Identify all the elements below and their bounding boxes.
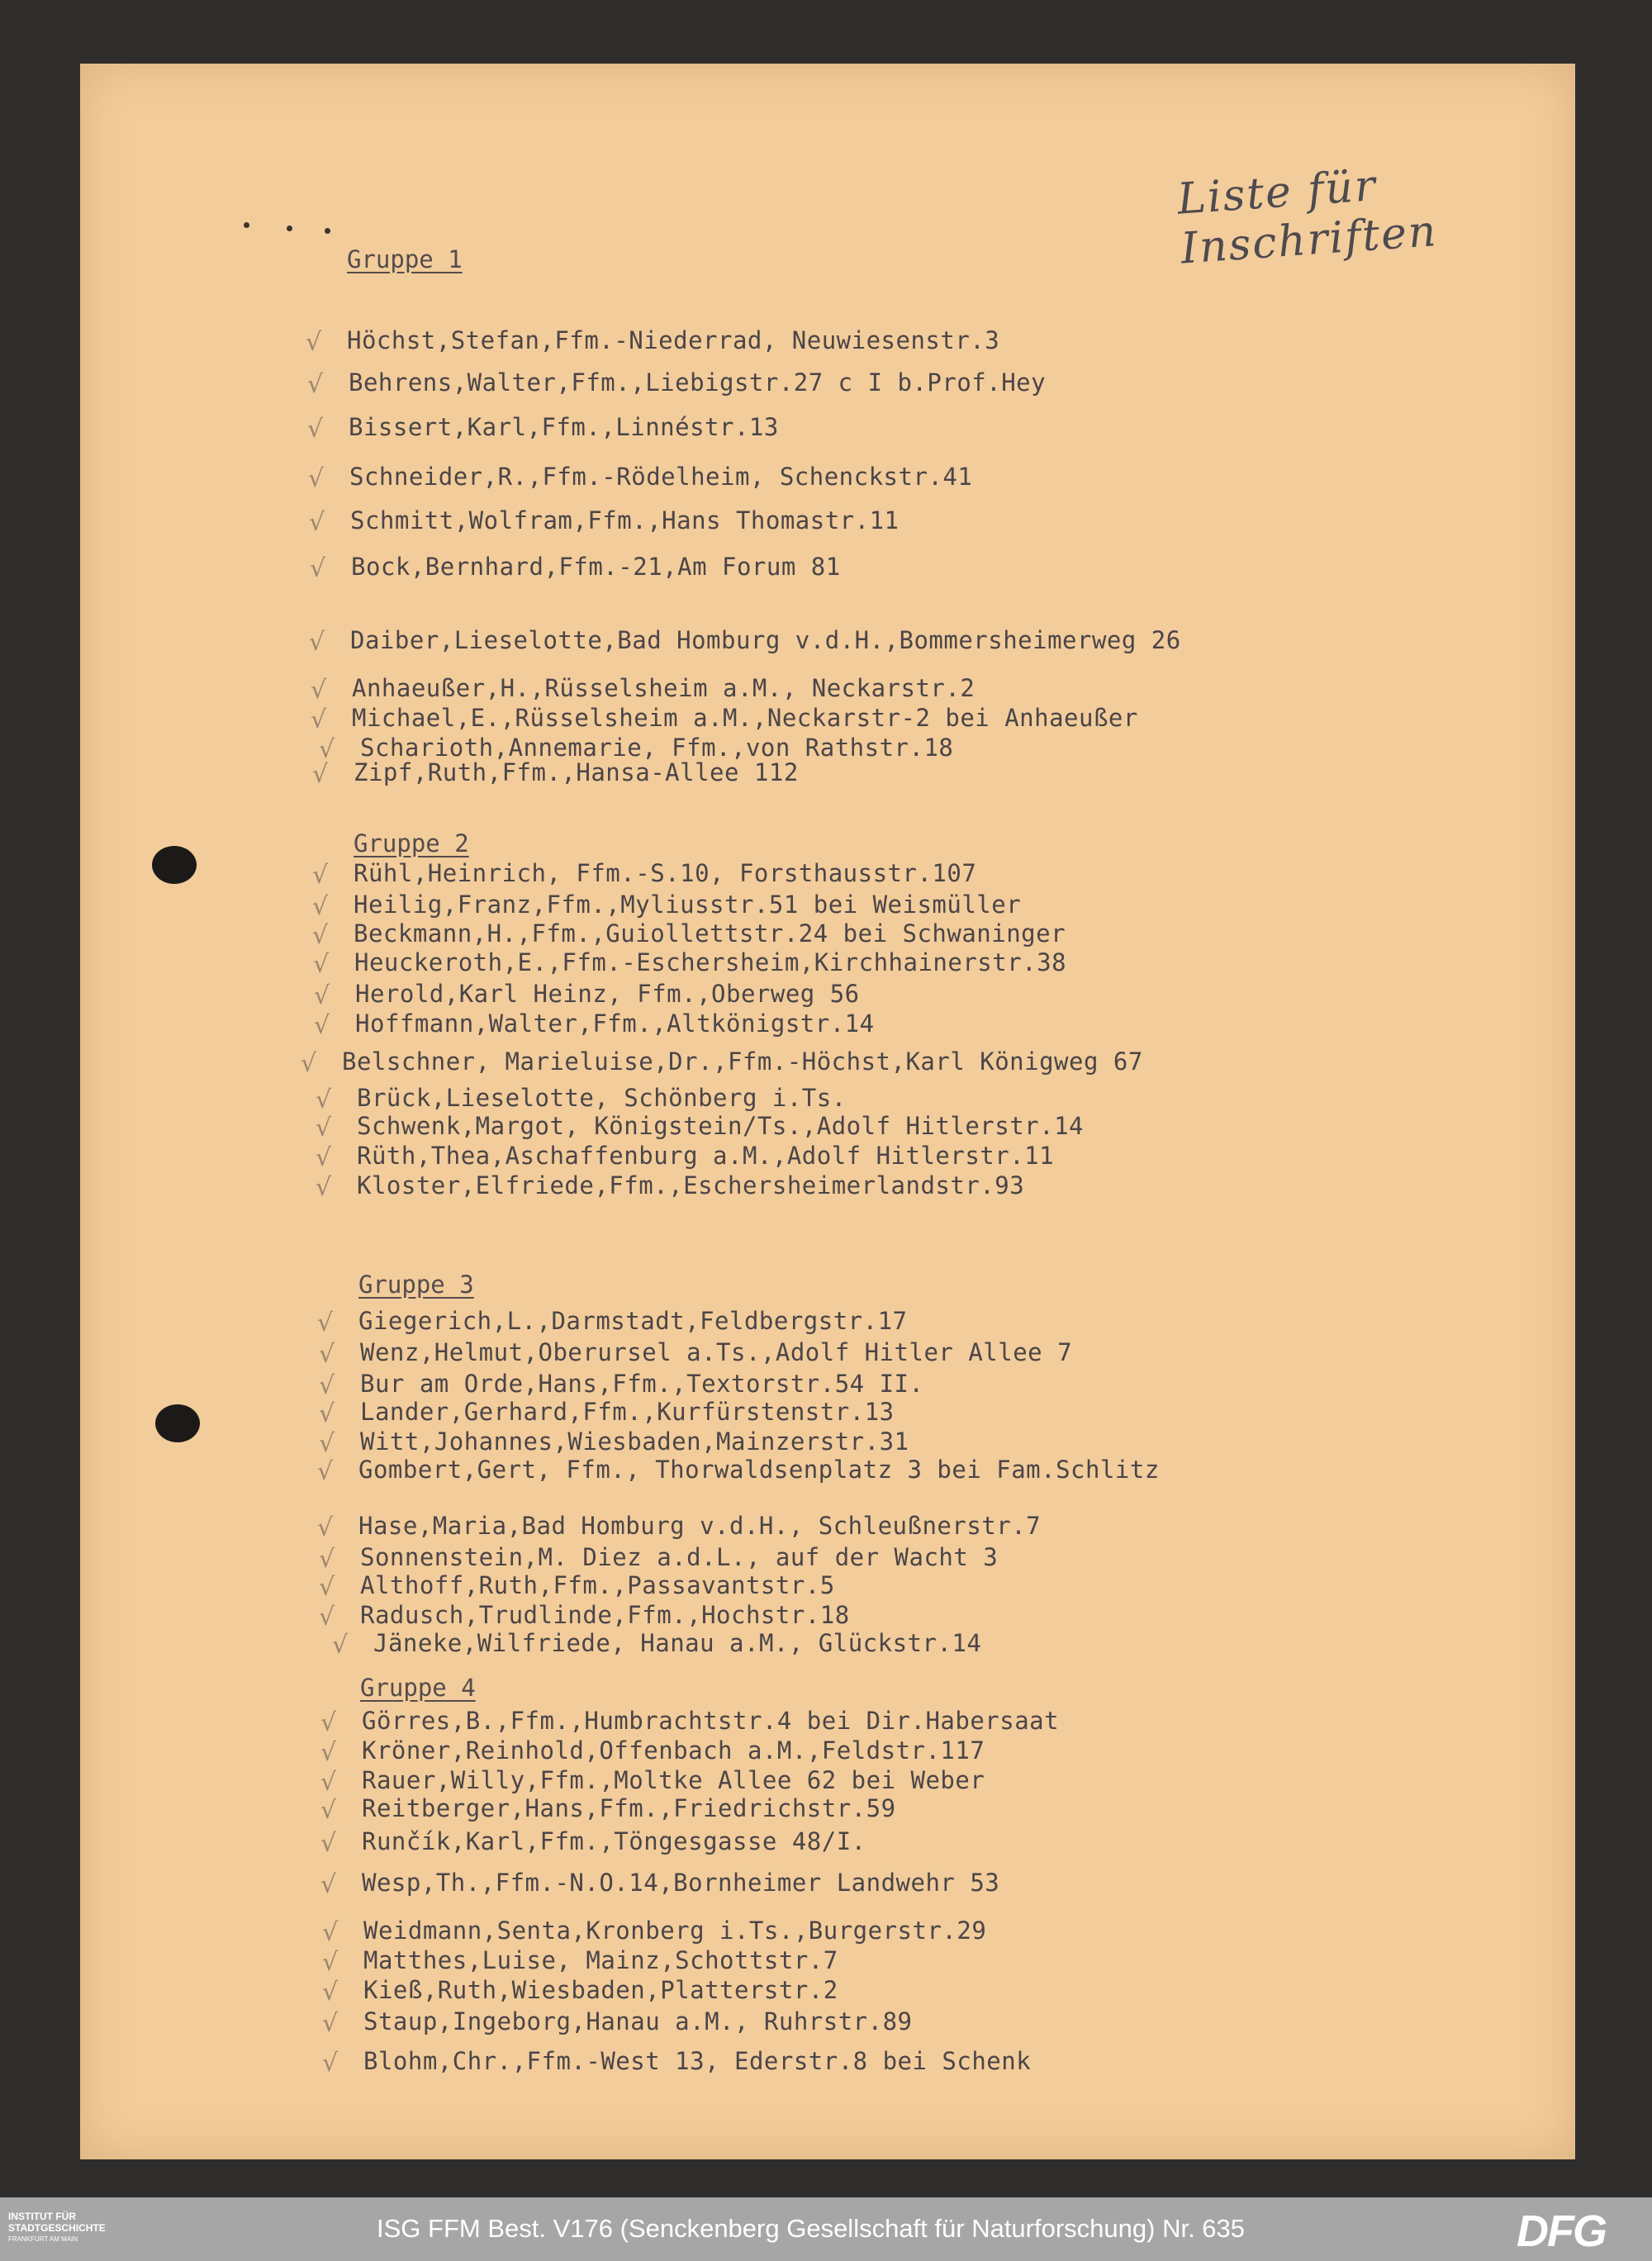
name-entry: Radusch,Trudlinde,Ffm.,Hochstr.18 [360,1601,850,1629]
check-mark: √ [319,1340,335,1369]
stray-ink-marks [244,221,343,237]
name-entry: Reitberger,Hans,Ffm.,Friedrichstr.59 [362,1794,896,1822]
check-mark: √ [322,1918,339,1947]
check-mark: √ [317,1513,334,1542]
check-mark: √ [310,554,326,583]
name-entry: Wesp,Th.,Ffm.-N.O.14,Bornheimer Landwehr 53 [362,1869,1000,1897]
name-entry: Behrens,Walter,Ffm.,Liebigstr.27 c I b.Prof.Hey [349,368,1047,397]
check-mark: √ [319,735,335,764]
check-mark: √ [301,1049,317,1078]
handwritten-note: Liste für Inschriften [1175,161,1440,274]
check-mark: √ [316,1143,332,1172]
check-mark: √ [320,1870,337,1899]
name-entry: Giegerich,L.,Darmstadt,Feldbergstr.17 [358,1307,908,1335]
archive-logo-line1: INSTITUT FÜR [8,2211,76,2222]
name-entry: Anhaeußer,H.,Rüsselsheim a.M., Neckarstr.2 [352,674,976,702]
check-mark: √ [320,1796,337,1825]
group-heading: Gruppe 4 [360,1674,476,1702]
check-mark: √ [320,1708,337,1737]
dfg-logo: DFG [1517,2206,1606,2256]
check-mark: √ [322,2009,339,2038]
check-mark: √ [319,1371,335,1400]
check-mark: √ [316,1173,332,1202]
check-mark: √ [313,950,330,979]
check-mark: √ [319,1603,335,1632]
name-entry: Kloster,Elfriede,Ffm.,Eschersheimerlandstr.93 [357,1171,1025,1199]
check-mark: √ [320,1829,337,1858]
name-entry: Gombert,Gert, Ffm., Thorwaldsenplatz 3 bei Fam.Schlitz [358,1456,1160,1484]
name-entry: Matthes,Luise, Mainz,Schottstr.7 [363,1946,838,1974]
check-mark: √ [317,1309,334,1337]
name-entry: Herold,Karl Heinz, Ffm.,Oberweg 56 [355,980,860,1008]
group-heading: Gruppe 2 [354,829,469,857]
check-mark: √ [319,1399,335,1428]
check-mark: √ [312,760,329,789]
name-entry: Rauer,Willy,Ffm.,Moltke Allee 62 bei Weber [362,1766,985,1794]
group-heading: Gruppe 1 [347,245,463,273]
name-entry: Staup,Ingeborg,Hanau a.M., Ruhrstr.89 [363,2007,913,2035]
check-mark: √ [309,628,325,657]
check-mark: √ [317,1457,334,1486]
archive-logo [8,2211,106,2245]
check-mark: √ [322,1978,339,2007]
archive-footer [0,2197,1652,2261]
name-entry: Sonnenstein,M. Diez a.d.L., auf der Wacht 3 [360,1543,999,1571]
name-entry: Witt,Johannes,Wiesbaden,Mainzerstr.31 [360,1427,909,1456]
name-entry: Kröner,Reinhold,Offenbach a.M.,Feldstr.117 [362,1736,985,1765]
name-entry: Höchst,Stefan,Ffm.-Niederrad, Neuwiesenstr.3 [347,326,1000,354]
check-mark: √ [307,415,324,444]
check-mark: √ [322,1948,339,1977]
name-entry: Beckmann,H.,Ffm.,Guiollettstr.24 bei Schwaninger [354,919,1066,948]
name-entry: Wenz,Helmut,Oberursel a.Ts.,Adolf Hitler Allee 7 [360,1338,1073,1366]
name-entry: Runčík,Karl,Ffm.,Töngesgasse 48/I. [362,1827,866,1855]
check-mark: √ [307,370,324,399]
check-mark: √ [316,1085,332,1114]
name-entry: Brück,Lieselotte, Schönberg i.Ts. [357,1084,847,1112]
name-entry: Bock,Bernhard,Ffm.-21,Am Forum 81 [351,553,841,581]
check-mark: √ [306,328,322,357]
name-entry: Zipf,Ruth,Ffm.,Hansa-Allee 112 [354,758,799,786]
name-entry: Schneider,R.,Ffm.-Rödelheim, Schenckstr.41 [349,463,973,491]
name-entry: Althoff,Ruth,Ffm.,Passavantstr.5 [360,1571,835,1599]
check-mark: √ [314,1011,330,1040]
name-entry: Rüth,Thea,Aschaffenburg a.M.,Adolf Hitlerstr.11 [357,1142,1055,1170]
check-mark: √ [311,705,327,734]
name-entry: Jäneke,Wilfriede, Hanau a.M., Glückstr.14 [373,1629,982,1657]
name-entry: Scharioth,Annemarie, Ffm.,von Rathstr.18 [360,734,954,762]
punch-hole [152,846,197,884]
name-entry: Michael,E.,Rüsselsheim a.M.,Neckarstr-2 bei Anhaeußer [352,704,1138,732]
check-mark: √ [320,1768,337,1797]
name-entry: Belschner, Marieluise,Dr.,Ffm.-Höchst,Karl Königweg 67 [342,1047,1143,1076]
check-mark: √ [311,676,327,705]
check-mark: √ [332,1631,349,1660]
name-entry: Hase,Maria,Bad Homburg v.d.H., Schleußnerstr.7 [358,1512,1042,1540]
archive-caption: ISG FFM Best. V176 (Senckenberg Gesellschaft für Naturforschung) Nr. 635 [377,2214,1246,2243]
name-entry: Hoffmann,Walter,Ffm.,Altkönigstr.14 [355,1009,875,1038]
check-mark: √ [312,892,329,921]
name-entry: Bissert,Karl,Ffm.,Linnéstr.13 [349,413,779,441]
check-mark: √ [312,861,329,890]
check-mark: √ [319,1429,335,1458]
check-mark: √ [314,981,330,1010]
name-entry: Rühl,Heinrich, Ffm.-S.10, Forsthausstr.107 [354,859,977,887]
name-entry: Heuckeroth,E.,Ffm.-Eschersheim,Kirchhainerstr.38 [354,948,1067,976]
check-mark: √ [309,508,325,537]
archive-logo-line2: STADTGESCHICHTE [8,2222,106,2234]
punch-hole [155,1404,200,1442]
check-mark: √ [320,1738,337,1767]
name-entry: Blohm,Chr.,Ffm.-West 13, Ederstr.8 bei Schenk [363,2047,1032,2075]
check-mark: √ [312,921,329,950]
check-mark: √ [319,1545,335,1574]
name-entry: Schmitt,Wolfram,Ffm.,Hans Thomastr.11 [350,506,900,534]
name-entry: Bur am Orde,Hans,Ffm.,Textorstr.54 II. [360,1370,924,1398]
check-mark: √ [308,464,325,493]
group-heading: Gruppe 3 [358,1271,474,1299]
name-entry: Schwenk,Margot, Königstein/Ts.,Adolf Hitlerstr.14 [357,1112,1085,1140]
name-entry: Weidmann,Senta,Kronberg i.Ts.,Burgerstr.29 [363,1917,987,1945]
name-entry: Kieß,Ruth,Wiesbaden,Platterstr.2 [363,1976,838,2004]
check-mark: √ [319,1573,335,1602]
check-mark: √ [322,2049,339,2078]
archive-logo-line3: FRANKFURT AM MAIN [8,2235,78,2243]
check-mark: √ [316,1114,332,1142]
name-entry: Lander,Gerhard,Ffm.,Kurfürstenstr.13 [360,1398,895,1426]
name-entry: Heilig,Franz,Ffm.,Myliusstr.51 bei Weismüller [354,891,1022,919]
name-entry: Görres,B.,Ffm.,Humbrachtstr.4 bei Dir.Habersaat [362,1707,1060,1735]
name-entry: Daiber,Lieselotte,Bad Homburg v.d.H.,Bommersheimerweg 26 [350,626,1181,654]
